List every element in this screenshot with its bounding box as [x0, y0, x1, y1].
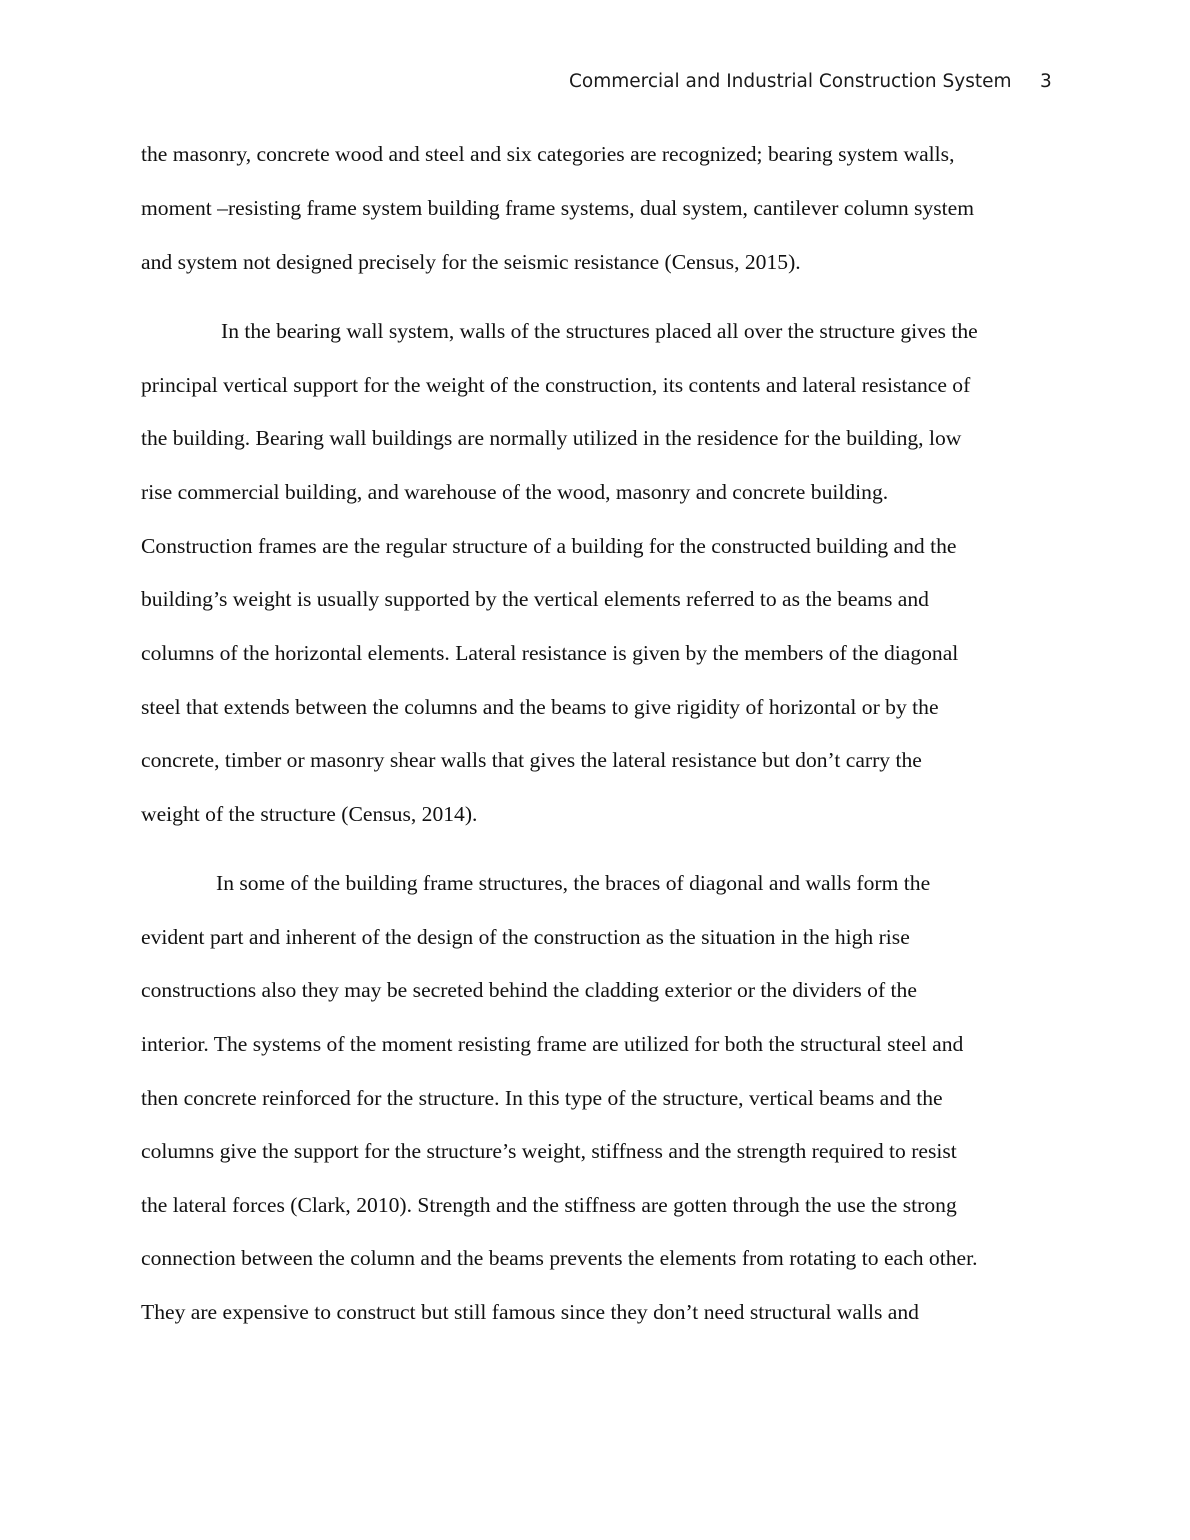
- text-line: connection between the column and the beams prevents the elements from rotating to each other.: [141, 1246, 978, 1270]
- text-line: steel that extends between the columns and the beams to give rigidity of horizontal or by the: [141, 695, 939, 719]
- running-header-title: Commercial and Industrial Construction System: [569, 71, 1012, 92]
- text-line: interior. The systems of the moment resisting frame are utilized for both the structural steel and: [141, 1032, 964, 1056]
- text-line: columns of the horizontal elements. Lateral resistance is given by the members of the diagonal: [141, 641, 959, 665]
- paragraph-first-line: In the bearing wall system, walls of the structures placed all over the structure gives the: [221, 319, 978, 343]
- paragraph-first-line: In some of the building frame structures, the braces of diagonal and walls form the: [216, 871, 931, 895]
- text-line: concrete, timber or masonry shear walls that gives the lateral resistance but don’t carry the: [141, 748, 922, 772]
- text-line: moment –resisting frame system building frame systems, dual system, cantilever column system: [141, 196, 975, 220]
- text-line: and system not designed precisely for the seismic resistance (Census, 2015).: [141, 250, 801, 274]
- text-line: Construction frames are the regular structure of a building for the constructed building and the: [141, 534, 957, 558]
- text-line: then concrete reinforced for the structure. In this type of the structure, vertical beams and the: [141, 1086, 943, 1110]
- text-line: They are expensive to construct but still famous since they don’t need structural walls and: [141, 1300, 919, 1324]
- text-line: building’s weight is usually supported by the vertical elements referred to as the beams and: [141, 587, 929, 611]
- text-line: constructions also they may be secreted behind the cladding exterior or the dividers of the: [141, 978, 917, 1002]
- text-line: columns give the support for the structure’s weight, stiffness and the strength required to resist: [141, 1139, 957, 1163]
- text-line: the masonry, concrete wood and steel and six categories are recognized; bearing system walls,: [141, 142, 955, 166]
- text-line: principal vertical support for the weight of the construction, its contents and lateral resistance of: [141, 373, 971, 397]
- text-line: rise commercial building, and warehouse of the wood, masonry and concrete building.: [141, 480, 889, 504]
- text-line: weight of the structure (Census, 2014).: [141, 802, 478, 826]
- page-number: 3: [1040, 71, 1052, 92]
- text-line: the lateral forces (Clark, 2010). Strength and the stiffness are gotten through the use the strong: [141, 1193, 957, 1217]
- text-line: the building. Bearing wall buildings are normally utilized in the residence for the building, low: [141, 426, 962, 450]
- text-line: evident part and inherent of the design of the construction as the situation in the high rise: [141, 925, 910, 949]
